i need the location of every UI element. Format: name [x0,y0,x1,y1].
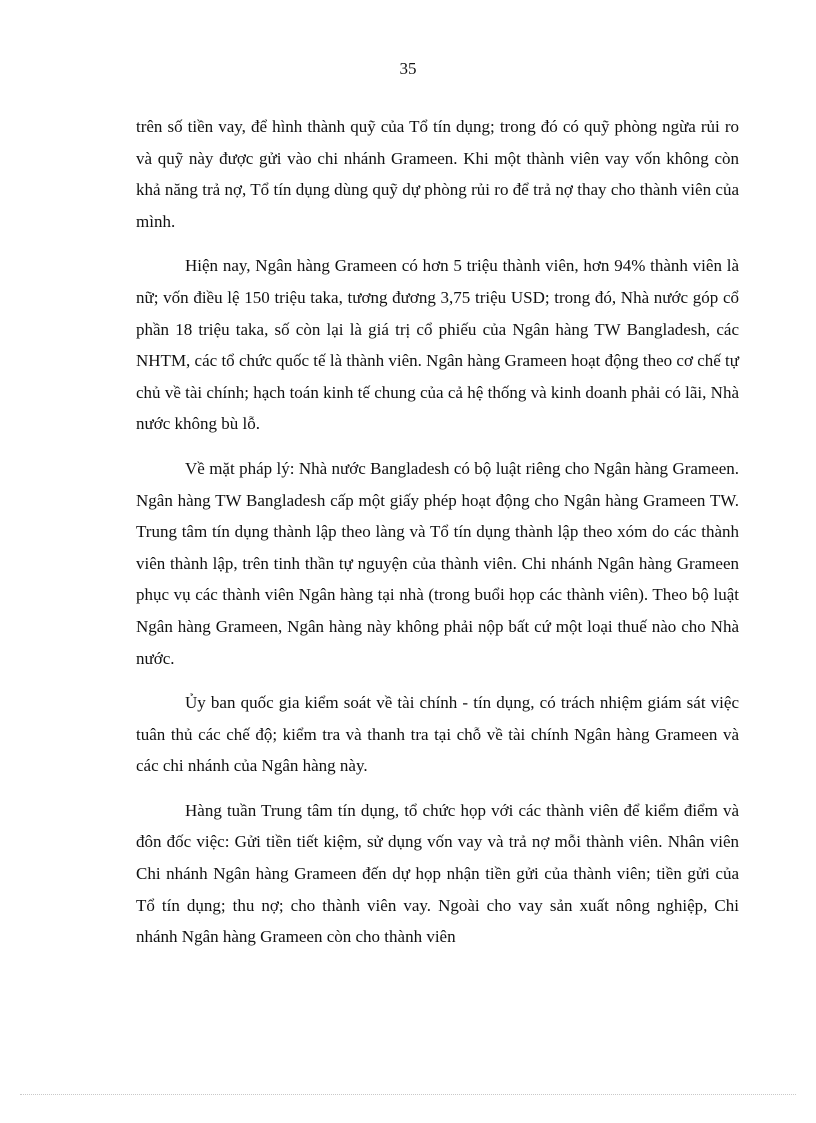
paragraph-legal-framework: Về mặt pháp lý: Nhà nước Bangladesh có bộ luật riêng cho Ngân hàng Grameen. Ngân hàng TW Bangladesh cấp một giấy phép hoạt động cho Ngân hàng Grameen TW. Trung tâm tín dụng thành lập theo làng và Tổ tín dụng thành lập theo xóm do các thành viên thành lập, trên tinh thần tự nguyện của thành viên. Chi nhánh Ngân hàng Grameen phục vụ các thành viên Ngân hàng tại nhà (trong buổi họp các thành viên). Theo bộ luật Ngân hàng Grameen, Ngân hàng này không phải nộp bất cứ một loại thuế nào cho Nhà nước. [136,458,739,668]
page-bottom-divider [20,1094,796,1095]
paragraph-grameen-risk-fund: trên số tiền vay, để hình thành quỹ của Tổ tín dụng; trong đó có quỹ phòng ngừa rủi ro và quỹ này được gửi vào chi nhánh Grameen. Khi một thành viên vay vốn không còn khả năng trả nợ, Tổ tín dụng dùng quỹ dự phòng rủi ro để trả nợ thay cho thành viên của mình. [136,117,739,231]
page-number: 35 [399,59,417,78]
paragraph-supervision-committee: Ủy ban quốc gia kiểm soát về tài chính - tín dụng, có trách nhiệm giám sát việc tuân thủ các chế độ; kiểm tra và thanh tra tại chỗ về tài chính Ngân hàng Grameen và các chi nhánh của Ngân hàng này. [136,693,739,776]
paragraph-grameen-members-capital: Hiện nay, Ngân hàng Grameen có hơn 5 triệu thành viên, hơn 94% thành viên là nữ; vốn điều lệ 150 triệu taka, tương đương 3,75 triệu USD; trong đó, Nhà nước góp cổ phần 18 triệu taka, số còn lại là giá trị cổ phiếu của Ngân hàng TW Bangladesh, các NHTM, các tổ chức quốc tế là thành viên. Ngân hàng Grameen hoạt động theo cơ chế tự chủ về tài chính; hạch toán kinh tế chung của cả hệ thống và kinh doanh phải có lãi, Nhà nước không bù lỗ. [136,256,739,434]
document-body [136,111,739,966]
paragraph-weekly-meetings: Hàng tuần Trung tâm tín dụng, tổ chức họp với các thành viên để kiểm điểm và đôn đốc việc: Gửi tiền tiết kiệm, sử dụng vốn vay và trả nợ mỗi thành viên. Nhân viên Chi nhánh Ngân hàng Grameen đến dự họp nhận tiền gửi của thành viên; tiền gửi của Tổ tín dụng; thu nợ; cho thành viên vay. Ngoài cho vay sản xuất nông nghiệp, Chi nhánh Ngân hàng Grameen còn cho thành viên [136,800,739,947]
